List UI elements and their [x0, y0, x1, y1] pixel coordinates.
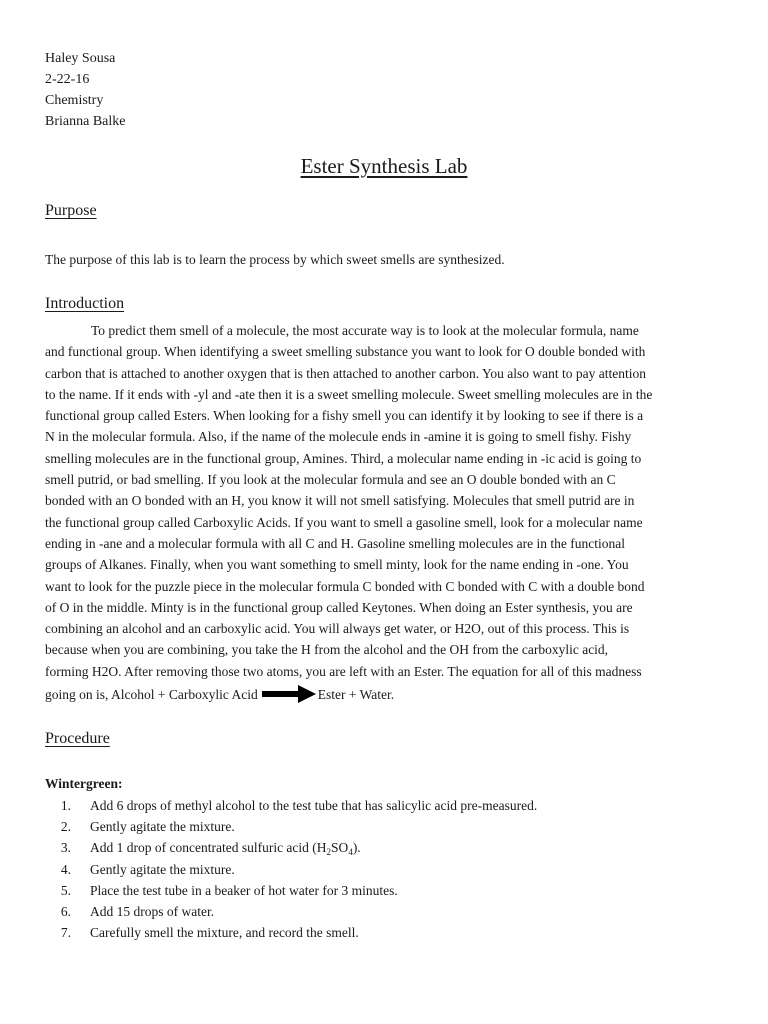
equation-reactants: going on is, Alcohol + Carboxylic Acid [45, 687, 258, 703]
equation-products: Ester + Water. [317, 687, 395, 703]
intro-line: carbon that is attached to another oxygen that is then attached to another carbon. You also want to pay attention [45, 365, 646, 381]
step-text-part: Add 1 drop of concentrated sulfuric acid (H [90, 840, 327, 856]
step-number: 7. [60, 925, 71, 941]
partner-name: Brianna Balke [45, 114, 126, 129]
step-text: Carefully smell the mixture, and record the smell. [90, 925, 359, 941]
list-item [45, 837, 361, 858]
intro-line: ending in -ane and a molecular formula with all C and H. Gasoline smelling molecules are in the functional [45, 535, 625, 551]
intro-line: N in the molecular formula. Also, if the name of the molecule ends in -amine it is going to smell fishy. Fishy [45, 429, 632, 445]
subscript: 4 [348, 847, 353, 858]
intro-line: of O in the middle. Minty is in the functional group called Keytones. When doing an Ester synthesis, you are [45, 599, 633, 615]
step-text [90, 837, 361, 858]
list-item [45, 859, 235, 880]
step-text: Place the test tube in a beaker of hot water for 3 minutes. [90, 882, 398, 898]
wintergreen-subheading: Wintergreen: [45, 776, 123, 791]
intro-line: and functional group. When identifying a sweet smelling substance you want to look for O double bonded with [45, 344, 646, 360]
intro-line: groups of Alkanes. Finally, when you want something to smell minty, look for the name ending in -one. You [45, 557, 629, 573]
step-text: Gently agitate the mixture. [90, 819, 235, 835]
intro-line: smelling molecules are in the functional group, Amines. Third, a molecular name ending in -ic acid is going to [45, 450, 642, 466]
intro-line: bonded with an O bonded with an H, you know it will not smell satisfying. Molecules that smell putrid are in [45, 493, 635, 509]
intro-line: to the name. If it ends with -yl and -ate then it is a sweet smelling molecule. Sweet smelling molecules are in the [45, 386, 653, 402]
date: 2-22-16 [45, 72, 90, 87]
step-number: 1. [60, 798, 71, 813]
intro-line: want to look for the puzzle piece in the molecular formula C bonded with C bonded with C with a double bond [45, 578, 645, 594]
procedure-heading: Procedure [45, 730, 110, 747]
list-item [45, 880, 398, 901]
step-number: 3. [60, 840, 71, 856]
step-text-part: ). [352, 840, 361, 856]
subscript: 2 [326, 847, 332, 858]
intro-line: functional group called Esters. When looking for a fishy smell you can identify it by looking to see if there is a [45, 408, 644, 424]
list-item [45, 901, 215, 922]
equation-line [45, 682, 735, 708]
intro-line: the functional group called Carboxylic Acids. If you want to smell a gasoline smell, look for a molecular name [45, 514, 643, 530]
purpose-heading: Purpose [45, 202, 97, 219]
step-number: 6. [60, 903, 71, 919]
header-block [45, 48, 125, 132]
right-arrow-icon [262, 685, 316, 703]
introduction-heading: Introduction [45, 295, 125, 312]
intro-line: To predict them smell of a molecule, the most accurate way is to look at the molecular formula, name [91, 323, 639, 338]
list-item [45, 922, 359, 943]
procedure-steps [45, 795, 538, 943]
intro-line: because when you are combining, you take the H from the alcohol and the OH from the carboxylic acid, [45, 642, 609, 658]
author-name: Haley Sousa [45, 51, 116, 66]
document-title: Ester Synthesis Lab [300, 154, 468, 178]
step-text-part: SO [331, 840, 349, 856]
intro-line: forming H2O. After removing those two atoms, you are left with an Ester. The equation for all of this madness [45, 663, 642, 679]
list-item [45, 816, 235, 837]
list-item [45, 795, 538, 816]
step-number: 2. [60, 819, 71, 835]
intro-line: smell putrid, or bad smelling. If you look at the molecular formula and see an O double bonded with an C [45, 472, 616, 488]
intro-line: combining an alcohol and an carboxylic acid. You will always get water, or H2O, out of this process. This is [45, 621, 630, 637]
step-number: 5. [60, 882, 71, 898]
purpose-text: The purpose of this lab is to learn the process by which sweet smells are synthesized. [45, 252, 505, 267]
course-name: Chemistry [45, 93, 104, 108]
introduction-body [45, 320, 735, 708]
step-text: Gently agitate the mixture. [90, 861, 235, 877]
step-number: 4. [60, 861, 71, 877]
step-text: Add 15 drops of water. [90, 903, 215, 919]
step-text: Add 6 drops of methyl alcohol to the test tube that has salicylic acid pre-measured. [90, 798, 538, 813]
